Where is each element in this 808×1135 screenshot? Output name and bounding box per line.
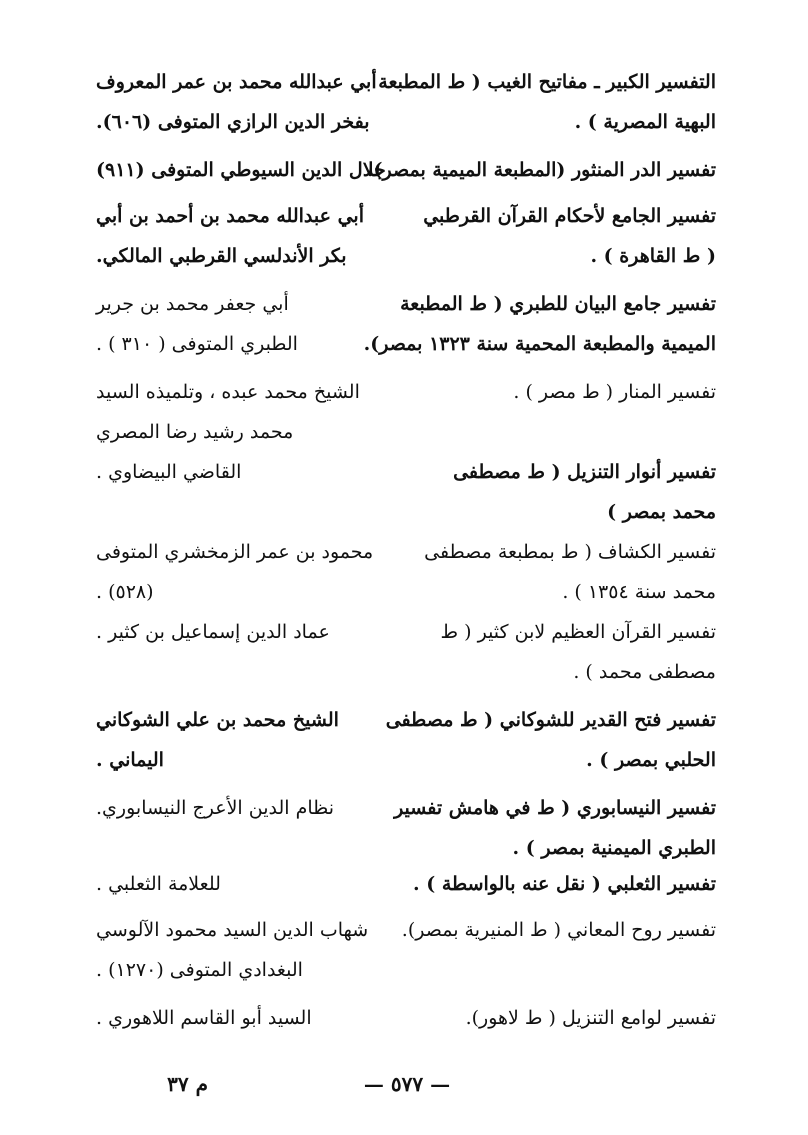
author-name: جلال الدين السيوطي المتوفى (٩١١): [96, 159, 386, 181]
book-title: تفسير الثعلبي ( نقل عنه بالواسطة ) .: [413, 873, 716, 895]
entry-line: [96, 864, 716, 904]
author-name: شهاب الدين السيد محمود الآلوسي: [96, 919, 369, 941]
author-name: محمود بن عمر الزمخشري المتوفى: [96, 541, 374, 563]
entry-line: [96, 150, 716, 190]
entry-line: [96, 196, 716, 236]
book-title: الطبري الميمنية بمصر ) .: [512, 837, 716, 859]
signature-mark: م ٣٧: [167, 1072, 208, 1096]
bibliography-entry: [96, 452, 716, 532]
entry-line: [96, 572, 716, 612]
book-title: محمد سنة ١٣٥٤ ) .: [562, 581, 716, 603]
book-title: مصطفى محمد ) .: [573, 661, 716, 683]
book-title: تفسير القرآن العظيم لابن كثير ( ط: [440, 621, 716, 643]
entry-line: [96, 102, 716, 142]
book-title: الحلبي بمصر ) .: [586, 749, 716, 771]
entry-line: [96, 532, 716, 572]
bibliography-entry: [96, 150, 716, 190]
author-name: أبي عبدالله محمد بن عمر المعروف: [96, 71, 377, 93]
author-name: بفخر الدين الرازي المتوفى (٦٠٦).: [96, 111, 370, 133]
book-title: التفسير الكبير ـ مفاتيح الغيب ( ط المطبعة: [378, 71, 716, 93]
page-footer: [0, 1064, 808, 1104]
entry-line: [96, 612, 716, 652]
book-title: محمد بمصر ): [607, 501, 716, 523]
bibliography-entry: [96, 284, 716, 364]
bibliography-entry: [96, 372, 716, 452]
book-title: تفسير الدر المنثور (المطبعة الميمية بمصر).: [366, 159, 716, 181]
entry-line: [96, 950, 716, 990]
bibliography-entry: [96, 864, 716, 904]
author-name: للعلامة الثعلبي .: [96, 873, 221, 895]
book-title: تفسير روح المعاني ( ط المنيرية بمصر).: [401, 919, 716, 941]
bibliography-entry: [96, 62, 716, 142]
author-name: نظام الدين الأعرج النيسابوري.: [96, 797, 335, 819]
entry-line: [96, 284, 716, 324]
bibliography-entry: [96, 196, 716, 276]
book-title: تفسير النيسابوري ( ط في هامش تفسير: [394, 797, 716, 819]
author-name: الشيخ محمد عبده ، وتلميذه السيد: [96, 381, 360, 403]
bibliography-entry: [96, 612, 716, 692]
author-name: محمد رشيد رضا المصري: [96, 421, 294, 443]
entry-line: [96, 910, 716, 950]
bibliography-entry: [96, 788, 716, 868]
author-name: عماد الدين إسماعيل بن كثير .: [96, 621, 330, 643]
bibliography-entry: [96, 910, 716, 990]
entry-line: [96, 492, 716, 532]
entry-line: [96, 700, 716, 740]
book-title: تفسير الكشاف ( ط بمطبعة مصطفى: [424, 541, 716, 563]
book-title: تفسير جامع البيان للطبري ( ط المطبعة: [400, 293, 716, 315]
author-name: الشيخ محمد بن علي الشوكاني: [96, 709, 339, 731]
book-title: ( ط القاهرة ) .: [590, 245, 716, 267]
author-name: بكر الأندلسي القرطبي المالكي.: [96, 245, 347, 267]
bibliography-entry: [96, 998, 716, 1038]
entry-line: [96, 998, 716, 1038]
entry-line: [96, 372, 716, 412]
page-number: — ٥٧٧ —: [363, 1072, 451, 1096]
entry-line: [96, 788, 716, 828]
author-name: أبي عبدالله محمد بن أحمد بن أبي: [96, 205, 364, 227]
book-title: تفسير أنوار التنزيل ( ط مصطفى: [453, 461, 716, 483]
entry-line: [96, 452, 716, 492]
entry-line: [96, 652, 716, 692]
author-name: القاضي البيضاوي .: [96, 461, 242, 483]
book-title: تفسير فتح القدير للشوكاني ( ط مصطفى: [385, 709, 716, 731]
bibliography-entry: [96, 532, 716, 612]
book-title: تفسير المنار ( ط مصر ) .: [513, 381, 716, 403]
author-name: السيد أبو القاسم اللاهوري .: [96, 1007, 312, 1029]
book-title: الميمية والمطبعة المحمية سنة ١٣٢٣ بمصر).: [363, 333, 716, 355]
author-name: اليماني .: [96, 749, 164, 771]
entry-line: [96, 236, 716, 276]
book-title: تفسير لوامع التنزيل ( ط لاهور).: [465, 1007, 716, 1029]
entry-line: [96, 740, 716, 780]
bibliography-entry: [96, 700, 716, 780]
author-name: أبي جعفر محمد بن جرير: [96, 293, 289, 315]
book-title: البهية المصرية ) .: [574, 111, 716, 133]
entry-line: [96, 412, 716, 452]
author-name: البغدادي المتوفى (١٢٧٠) .: [96, 959, 303, 981]
entry-line: [96, 828, 716, 868]
entry-line: [96, 62, 716, 102]
author-name: الطبري المتوفى ( ٣١٠ ) .: [96, 333, 298, 355]
entry-line: [96, 324, 716, 364]
book-title: تفسير الجامع لأحكام القرآن القرطبي: [423, 205, 716, 227]
author-name: (٥٢٨) .: [96, 581, 154, 603]
